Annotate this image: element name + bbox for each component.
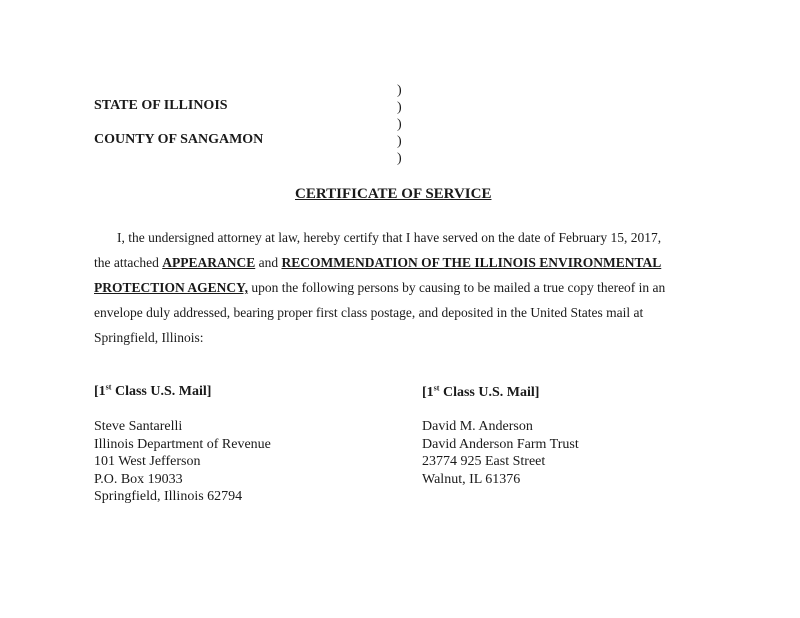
recommendation-doc-title: RECOMMENDATION OF THE ILLINOIS ENVIRONMENTAL [281,255,662,270]
service-method-prefix: [1 [94,384,106,399]
service-method-suffix: Class U.S. Mail] [439,385,540,400]
address-line: David Anderson Farm Trust [422,436,579,452]
address-line: 101 West Jefferson [94,454,201,469]
body-line-4: envelope duly addressed, bearing proper first class postage, and deposited in the United States mail at [94,305,644,320]
document-title: CERTIFICATE OF SERVICE [295,186,492,202]
service-method-prefix: [1 [422,385,434,400]
body-line-1: I, the undersigned attorney at law, hereby certify that I have served on the date of February 15, 2017, [117,230,662,245]
address-line: Illinois Department of Revenue [94,436,271,452]
left-service-method [94,384,211,400]
service-method-suffix: Class U.S. Mail] [111,384,212,399]
body-line-2 [94,255,661,271]
state-caption: STATE OF ILLINOIS [94,98,228,113]
right-service-method [422,385,539,401]
caption-paren: ) [397,100,402,115]
caption-paren: ) [397,83,402,98]
body-text: upon the following persons by causing to be mailed a true copy thereof in an [248,280,666,295]
right-recipient-address [422,418,579,488]
address-line: David M. Anderson [422,419,533,434]
address-line: 23774 925 East Street [422,454,546,469]
service-method-sup: st [433,383,440,393]
appearance-doc-title: APPEARANCE [162,255,256,270]
caption-paren: ) [397,134,402,149]
caption-paren: ) [397,117,402,132]
body-text: and [255,255,282,270]
county-caption: COUNTY OF SANGAMON [94,132,264,147]
body-line-3 [94,280,665,296]
recommendation-doc-title-cont: PROTECTION AGENCY, [94,280,249,295]
address-line: Springfield, Illinois 62794 [94,489,243,504]
caption-parentheses [397,82,402,167]
address-line: Steve Santarelli [94,419,183,434]
left-recipient-address [94,418,271,506]
body-text: the attached [94,255,163,270]
caption-paren: ) [397,151,402,166]
body-line-5: Springfield, Illinois: [94,330,204,345]
service-method-sup: st [105,382,112,392]
address-line: P.O. Box 19033 [94,471,183,487]
address-line: Walnut, IL 61376 [422,471,521,487]
